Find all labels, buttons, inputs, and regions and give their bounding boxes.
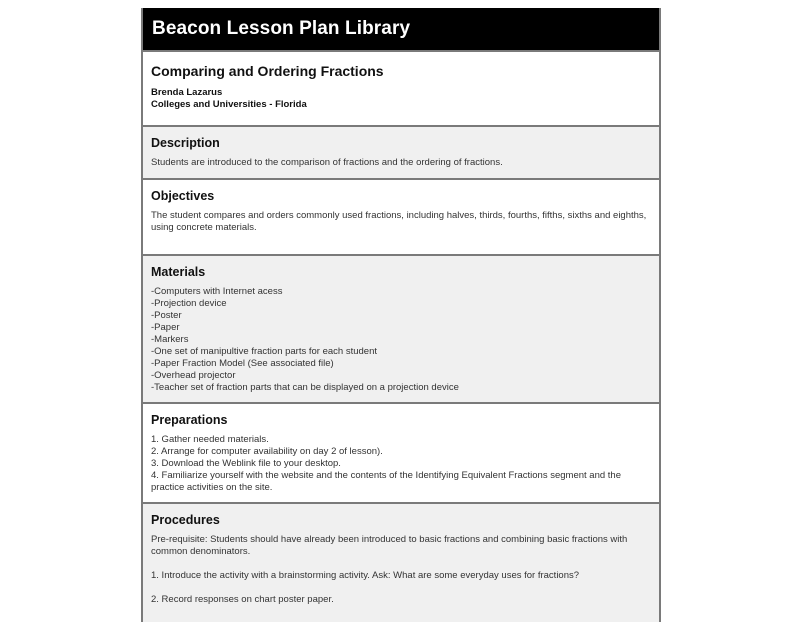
objectives-text: The student compares and orders commonly used fractions, including halves, thirds, fourths, fifths, sixths and eighths, using concrete materials. [151, 210, 647, 233]
preparation-step: 3. Download the Weblink file to your desktop. [151, 458, 341, 469]
site-banner [143, 8, 659, 50]
site-title: Beacon Lesson Plan Library [152, 18, 411, 39]
materials-item: -Markers [151, 334, 189, 345]
materials-item: -Paper [151, 322, 180, 333]
description-heading: Description [151, 136, 220, 150]
author-affiliation: Colleges and Universities - Florida [151, 99, 307, 110]
description-text: Students are introduced to the comparison of fractions and the ordering of fractions. [151, 157, 503, 168]
lesson-title: Comparing and Ordering Fractions [151, 63, 384, 79]
procedures-prerequisite: Pre-requisite: Students should have already been introduced to basic fractions and combining basic fractions with common denominators. [151, 534, 628, 557]
lesson-header [143, 50, 659, 125]
lesson-plan-page [141, 8, 661, 622]
materials-item: -Projection device [151, 298, 227, 309]
procedure-step: 2. Record responses on chart poster paper. [151, 594, 334, 605]
preparations-heading: Preparations [151, 413, 228, 427]
procedure-step: 1. Introduce the activity with a brainstorming activity. Ask: What are some everyday uses for fractions? [151, 570, 580, 581]
preparation-step: 1. Gather needed materials. [151, 434, 269, 445]
materials-section [143, 254, 659, 402]
materials-item: -One set of manipultive fraction parts for each student [151, 346, 378, 357]
materials-item: -Computers with Internet acess [151, 286, 283, 297]
procedures-section [143, 502, 659, 622]
materials-item: -Paper Fraction Model (See associated file) [151, 358, 334, 369]
objectives-section [143, 178, 659, 254]
preparation-step: 4. Familiarize yourself with the website and the contents of the Identifying Equivalent Fractions segment and the practice activities on the site. [151, 470, 621, 493]
materials-item: -Poster [151, 310, 182, 321]
procedures-heading: Procedures [151, 513, 220, 527]
materials-item: -Teacher set of fraction parts that can be displayed on a projection device [151, 382, 459, 393]
author-name: Brenda Lazarus [151, 87, 223, 98]
preparations-section [143, 402, 659, 502]
description-section [143, 125, 659, 178]
preparation-step: 2. Arrange for computer availability on day 2 of lesson). [151, 446, 383, 457]
objectives-heading: Objectives [151, 189, 215, 203]
materials-item: -Overhead projector [151, 370, 236, 381]
materials-heading: Materials [151, 265, 206, 279]
